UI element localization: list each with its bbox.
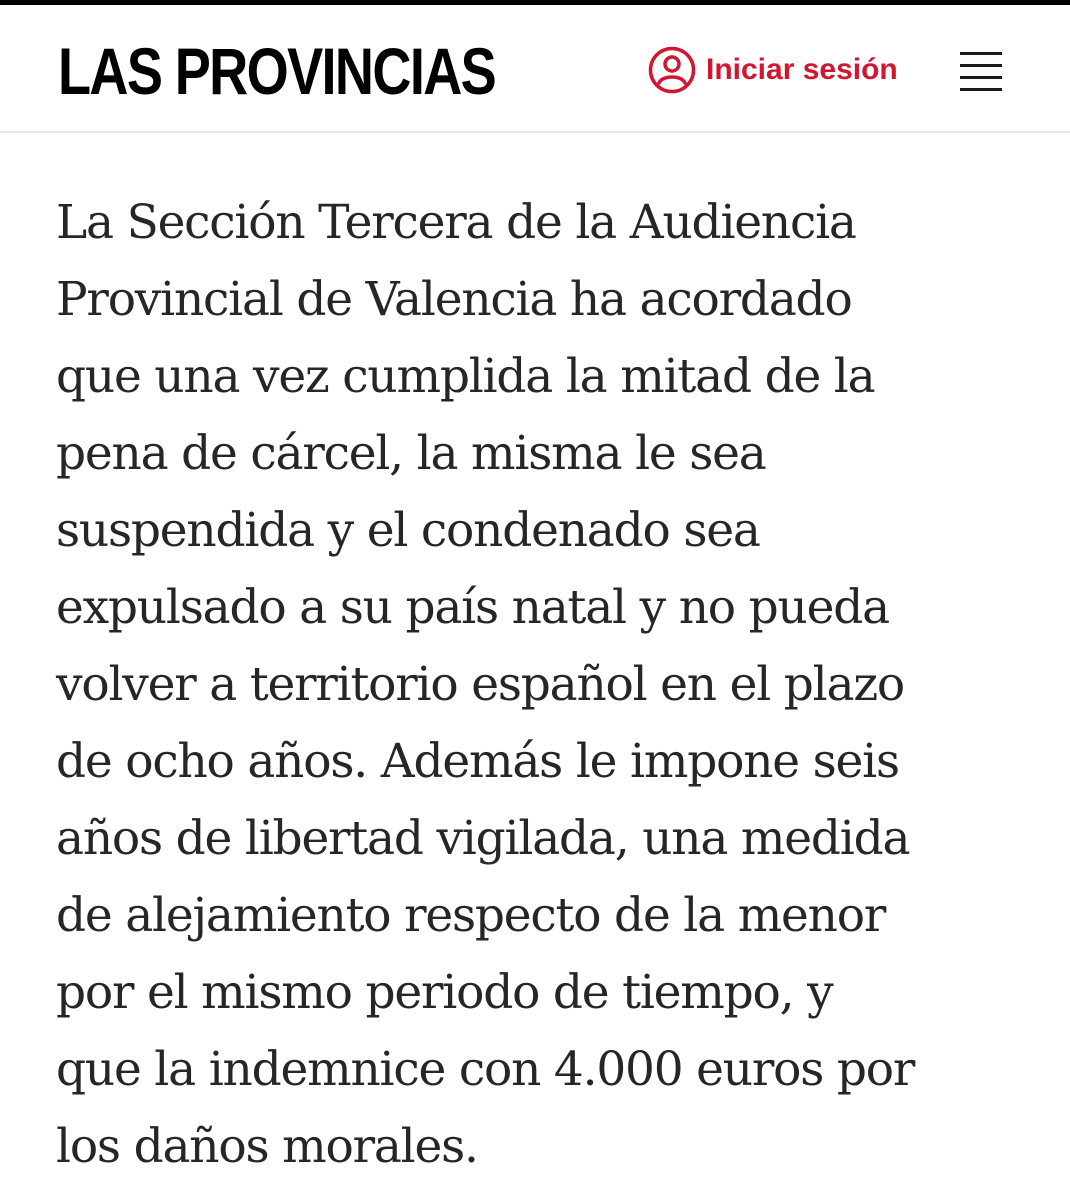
paragraph-line: La Sección Tercera de la Audiencia: [56, 195, 856, 250]
paragraph-line: pena de cárcel, la misma le sea: [56, 426, 766, 481]
login-label: Iniciar sesión: [706, 53, 898, 86]
article-body: [56, 184, 1036, 1185]
paragraph-line: los daños morales.: [56, 1119, 478, 1174]
login-button[interactable]: [648, 43, 898, 97]
menu-button[interactable]: [956, 49, 1006, 95]
paragraph-line: volver a territorio español en el plazo: [56, 657, 904, 712]
user-circle-icon: [648, 46, 696, 94]
article-paragraph: [56, 184, 1036, 1185]
paragraph-line: de ocho años. Además le impone seis: [56, 734, 899, 789]
site-header: [0, 5, 1070, 133]
paragraph-line: Provincial de Valencia ha acordado: [56, 272, 852, 327]
site-logo[interactable]: LAS PROVINCIAS: [58, 34, 496, 108]
paragraph-line: de alejamiento respecto de la menor: [56, 888, 886, 943]
paragraph-line: por el mismo periodo de tiempo, y: [56, 965, 833, 1020]
paragraph-line: suspendida y el condenado sea: [56, 503, 760, 558]
hamburger-menu-icon: [956, 49, 1006, 95]
paragraph-line: que la indemnice con 4.000 euros por: [56, 1042, 915, 1097]
paragraph-line: que una vez cumplida la mitad de la: [56, 349, 875, 404]
paragraph-line: expulsado a su país natal y no pueda: [56, 580, 889, 635]
paragraph-line: años de libertad vigilada, una medida: [56, 811, 910, 866]
